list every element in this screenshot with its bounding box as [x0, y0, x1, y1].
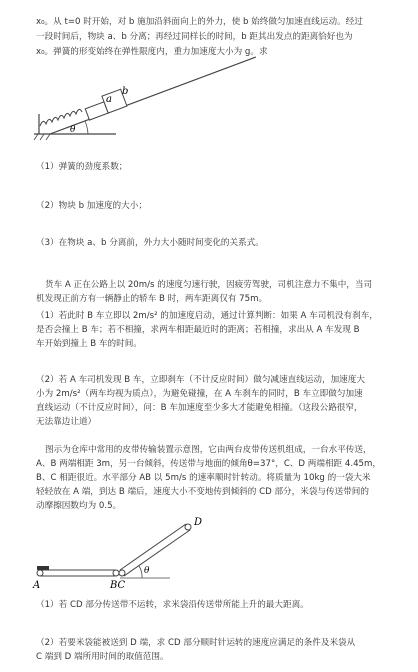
p2-q2-line-4: 无法靠边让道）	[36, 417, 97, 427]
p2-intro-line-1: 货车 A 正在公路上以 20m/s 的速度匀速行驶，因疲劳驾驶，司机注意力不集中，当司	[45, 280, 373, 290]
p2-q1-line-2: 是否会撞上 B 车；若不相撞，求两车相距最近时的距离；若相撞，求出从 A 车发现 B	[36, 325, 360, 335]
fig1-label-a: a	[106, 94, 112, 105]
p3-question-1: （1）若 CD 部分传送带不运转，求米袋沿传送带所能上升的最大距离。	[36, 600, 309, 610]
p1-intro-line-1: x₀。从 t=0 时开始，对 b 施加沿斜面向上的外力，使 b 始终做匀加速直线运动。经过	[36, 17, 363, 27]
fig1-label-theta: θ	[70, 125, 76, 135]
p3-question-2-line-2: C 端到 D 端所用时间的取值范围。	[36, 652, 169, 662]
conveyor-belt-figure	[30, 515, 230, 595]
p3-intro-line-2: A、B 两端相距 3m，另一台倾斜，传送带与地面的倾角θ=37°，C、D 两端相距 4.45m，	[36, 459, 381, 469]
p2-q1-line-3: 车开始到撞上 B 车的时间。	[36, 339, 142, 349]
p2-intro-line-2: 机发现正前方有一辆静止的轿车 B 时，两车距离仅有 75m。	[36, 294, 268, 304]
incline-spring-figure	[30, 52, 260, 144]
p2-q2-line-3: 直线运动（不计反应时间），问：B 车加速度至少多大才能避免相撞。（这段公路很窄，	[36, 403, 363, 413]
p1-question-3: （3）在物块 a、b 分离前，外力大小随时间变化的关系式。	[36, 238, 264, 248]
p1-question-1: （1）弹簧的劲度系数；	[36, 162, 128, 172]
fig1-label-b: b	[122, 86, 129, 97]
fig3-label-theta: θ	[144, 566, 150, 576]
p1-question-2: （2）物块 b 加速度的大小；	[36, 201, 147, 211]
p2-q2-line-2: 小为 2m/s²（两车均视为质点），为避免碰撞，在 A 车刹车的同时，B 车立即做匀加速	[36, 389, 363, 399]
fig3-label-BC: BC	[110, 580, 126, 591]
fig3-label-A: A	[33, 580, 41, 591]
p1-intro-line-2: 一段时间后，物块 a、b 分离；再经过同样长的时间，b 距其出发点的距离恰好也为	[36, 32, 353, 42]
p3-intro-line-3: B、C 相距很近。水平部分 AB 以 5m/s 的速率顺时针转动。将质量为 10kg 的一袋大米	[36, 473, 371, 483]
p3-intro-line-5: 动摩擦因数均为 0.5。	[36, 501, 122, 511]
p1-intro-line-3: x₀。弹簧的形变始终在弹性限度内，重力加速度大小为 g。求	[36, 47, 268, 57]
p3-question-2-line-1: （2）若要米袋能被送到 D 端，求 CD 部分顺时针运转的速度应满足的条件及米袋从	[36, 638, 356, 648]
p2-q2-line-1: （2）若 A 车司机发现 B 车，立即刹车（不计反应时间）做匀减速直线运动，加速度大	[36, 375, 365, 385]
p3-intro-line-1: 图示为仓库中常用的皮带传输装置示意图，它由两台皮带传送机组成，一台水平传送，	[45, 445, 372, 455]
p2-q1-line-1: （1）若此时 B 车立即以 2m/s² 的加速度启动，通过计算判断：如果 A 车司机没有刹车，	[36, 311, 378, 321]
p3-intro-line-4: 轻轻放在 A 端，到达 B 端后，速度大小不变地传到倾斜的 CD 部分，米袋与传送带间的	[36, 487, 369, 497]
fig3-label-D: D	[194, 517, 203, 528]
